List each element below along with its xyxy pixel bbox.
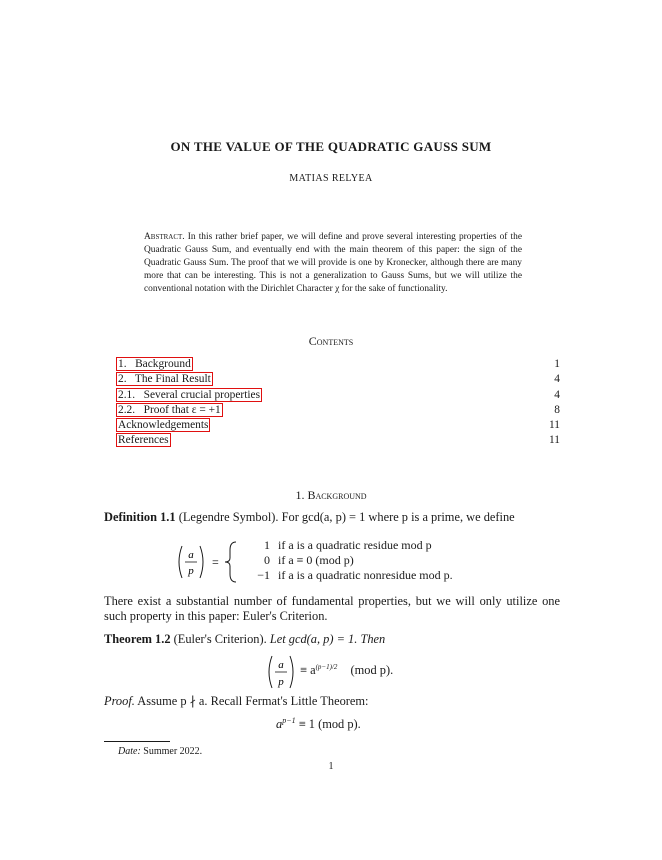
euler-exponent: (p−1)/2 <box>315 663 338 671</box>
case-condition: if a ≡ 0 (mod p) <box>278 553 354 567</box>
footnote-text: Summer 2022. <box>143 746 203 757</box>
toc-row <box>116 418 560 433</box>
toc-link-background[interactable]: 1. Background <box>118 358 191 370</box>
euler-rhs: ≡ a <box>300 663 316 678</box>
author-name: MATIAS RELYEA <box>289 173 373 184</box>
toc-page-number: 11 <box>549 419 560 432</box>
proof-label: Proof. <box>104 694 135 708</box>
table-of-contents <box>116 357 560 449</box>
toc-row <box>116 403 560 418</box>
definition-label: Definition 1.1 <box>104 510 176 524</box>
paper-title: ON THE VALUE OF THE QUADRATIC GAUSS SUM <box>170 139 492 154</box>
toc-link-acknowledgements[interactable]: Acknowledgements <box>118 419 209 432</box>
case-condition: if a is a quadratic nonresidue mod p. <box>278 568 453 582</box>
toc-row <box>116 357 560 372</box>
fermat-exponent: p−1 <box>282 716 296 725</box>
euler-numerator: a <box>278 659 284 671</box>
definition-block <box>104 510 560 525</box>
legendre-lhs <box>174 538 240 586</box>
legendre-denominator: p <box>188 565 194 577</box>
euler-denominator: p <box>278 676 284 688</box>
fermat-base: a <box>276 717 283 732</box>
fermat-equation <box>276 716 361 732</box>
case-value: −1 <box>257 568 270 582</box>
case-value: 1 <box>264 538 270 552</box>
proof-block <box>104 694 560 709</box>
toc-link-final-result[interactable]: 2. The Final Result <box>118 373 211 386</box>
case-row <box>240 568 453 583</box>
footnote-rule <box>104 741 170 742</box>
toc-link-crucial-properties[interactable]: 2.1. Several crucial properties <box>118 388 261 401</box>
toc-page-number: 4 <box>554 388 560 401</box>
toc-row <box>116 372 560 387</box>
case-condition: if a is a quadratic residue mod p <box>278 538 432 552</box>
toc-page-number: 11 <box>549 434 560 447</box>
abstract <box>144 231 522 296</box>
fermat-rest: ≡ 1 (mod p). <box>298 717 361 732</box>
page-number: 1 <box>328 761 334 772</box>
abstract-text: In this rather brief paper, we will define and prove several interesting properties of the Quadratic Gauss Sum, and eventually end with the main theorem of this paper: the sign of the Quadratic Gauss Sum. The proof that we will provide is one by Kronecker, although there are many more that can be interesting. This is not a generalization to Gauss Sums, but we will utilize the conventional notation with the Dirichlet Character χ for the sake of functionality. <box>144 232 523 295</box>
toc-row <box>116 433 560 448</box>
euler-mod: (mod p). <box>350 663 394 678</box>
paragraph: There exist a substantial number of fundamental properties, but we will only utilize one such property in this paper: Euler's Criterion. <box>104 594 560 624</box>
theorem-statement: Let gcd(a, p) = 1. Then <box>269 632 386 646</box>
definition-text: For gcd(a, p) = 1 where p is a prime, we define <box>281 510 515 524</box>
case-value: 0 <box>264 553 270 567</box>
toc-page-number: 1 <box>554 358 560 370</box>
case-row <box>240 538 453 553</box>
contents-heading: Contents <box>308 334 354 348</box>
legendre-definition-equation <box>174 538 514 586</box>
toc-link-proof-epsilon[interactable]: 2.2. Proof that ε = +1 <box>118 403 221 416</box>
toc-link-references[interactable]: References <box>118 434 169 447</box>
theorem-block <box>104 632 560 647</box>
euler-lhs <box>266 654 296 690</box>
footnote-label: Date: <box>118 746 141 757</box>
legendre-numerator: a <box>188 549 194 561</box>
theorem-name: (Euler's Criterion). <box>173 632 267 646</box>
section-heading: 1. Background <box>295 488 367 502</box>
toc-page-number: 8 <box>554 403 560 416</box>
case-row <box>240 553 453 568</box>
equals-sign: = <box>212 555 219 569</box>
toc-row <box>116 388 560 403</box>
toc-page-number: 4 <box>554 373 560 386</box>
proof-text: Assume p ∤ a. Recall Fermat's Little Theorem: <box>137 694 369 708</box>
footnote <box>118 746 202 757</box>
definition-name: (Legendre Symbol). <box>178 510 279 524</box>
euler-criterion-equation <box>266 654 426 690</box>
theorem-label: Theorem 1.2 <box>104 632 171 646</box>
abstract-label: Abstract. <box>144 232 185 242</box>
